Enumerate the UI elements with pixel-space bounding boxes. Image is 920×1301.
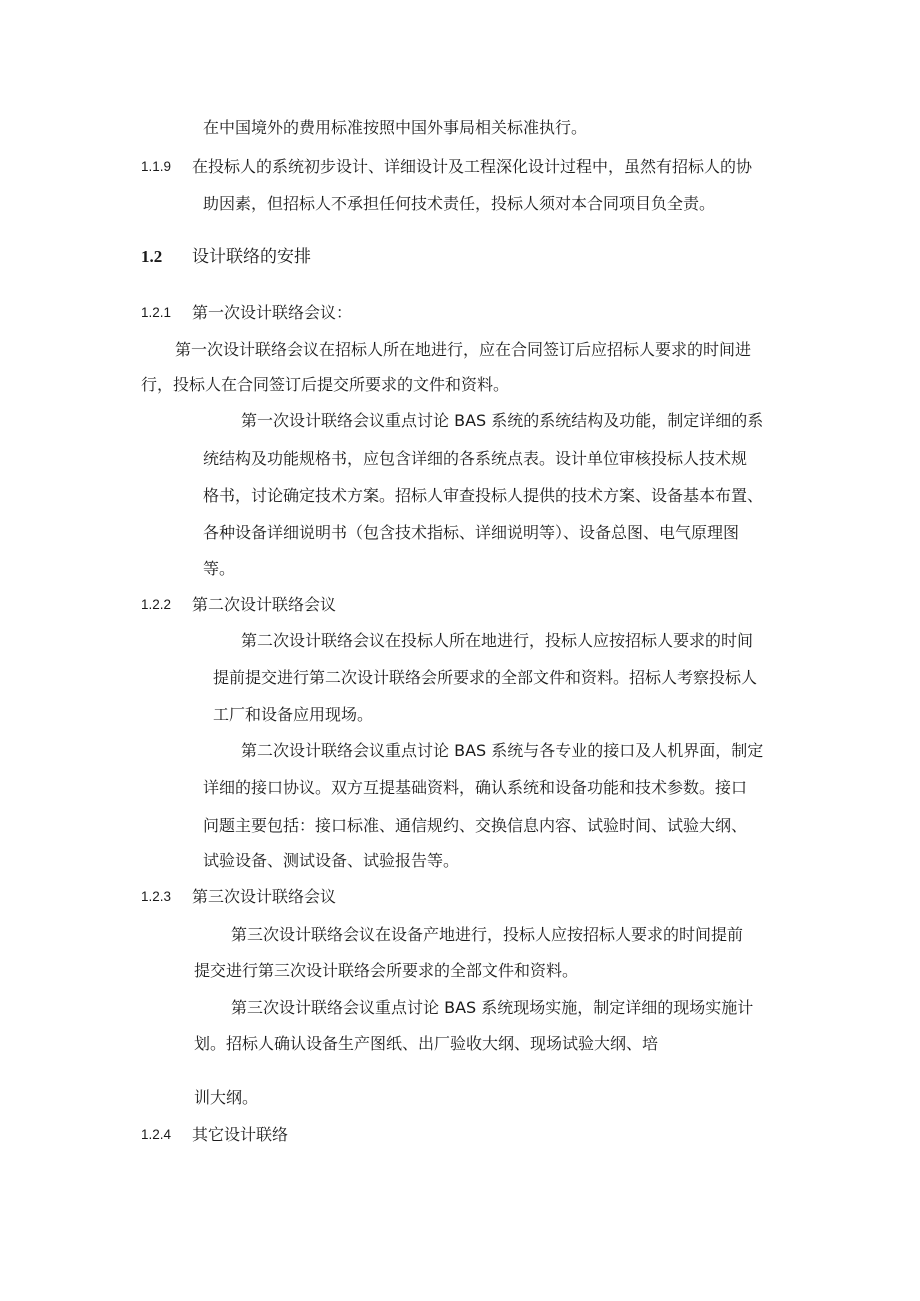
section-heading-1-2: 设计联络的安排 bbox=[192, 247, 311, 267]
text-line: 提交进行第三次设计联络会所要求的全部文件和资料。 bbox=[194, 961, 579, 980]
text-line: 问题主要包括：接口标准、通信规约、交换信息内容、试验时间、试验大纲、 bbox=[203, 816, 748, 835]
text-line: 详细的接口协议。双方互提基础资料，确认系统和设备功能和技术参数。接口 bbox=[203, 778, 748, 797]
text-line: 第二次设计联络会议重点讨论 BAS 系统与各专业的接口及人机界面，制定 bbox=[241, 741, 764, 760]
section-number-1-2: 1.2 bbox=[141, 247, 163, 266]
text-line: 划。招标人确认设备生产图纸、出厂验收大纲、现场试验大纲、培 bbox=[194, 1034, 659, 1053]
text-line: 各种设备详细说明书（包含技术指标、详细说明等）、设备总图、电气原理图 bbox=[203, 523, 740, 542]
text-line: 训大纲。 bbox=[194, 1088, 259, 1107]
text-line: 第三次设计联络会议在设备产地进行，投标人应按招标人要求的时间提前 bbox=[231, 925, 744, 944]
text-line: 第一次设计联络会议在招标人所在地进行，应在合同签订后应招标人要求的时间进 bbox=[175, 340, 752, 359]
text-line: 在中国境外的费用标准按照中国外事局相关标准执行。 bbox=[203, 118, 588, 137]
text-line: 工厂和设备应用现场。 bbox=[213, 705, 374, 724]
text-line: 统结构及功能规格书，应包含详细的各系统点表。设计单位审核投标人技术规 bbox=[203, 449, 748, 468]
text-line: 格书，讨论确定技术方案。招标人审查投标人提供的技术方案、设备基本布置、 bbox=[203, 486, 764, 505]
text-line: 试验设备、测试设备、试验报告等。 bbox=[203, 851, 460, 870]
text-line: 第一次设计联络会议重点讨论 BAS 系统的系统结构及功能，制定详细的系 bbox=[241, 411, 764, 430]
text-line: 提前提交进行第二次设计联络会所要求的全部文件和资料。招标人考察投标人 bbox=[213, 668, 758, 687]
text-line: 行，投标人在合同签订后提交所要求的文件和资料。 bbox=[141, 375, 510, 394]
text-line: 助因素，但招标人不承担任何技术责任，投标人须对本合同项目负全责。 bbox=[203, 194, 716, 213]
section-number-1-2-3: 1.2.3 bbox=[141, 889, 172, 904]
text-line: 第三次设计联络会议重点讨论 BAS 系统现场实施，制定详细的现场实施计 bbox=[231, 998, 754, 1017]
subsection-title: 其它设计联络 bbox=[192, 1125, 289, 1144]
text-line: 第二次设计联络会议在投标人所在地进行，投标人应按招标人要求的时间 bbox=[241, 631, 754, 650]
text-line: 在投标人的系统初步设计、详细设计及工程深化设计过程中，虽然有招标人的协 bbox=[192, 157, 753, 176]
subsection-title: 第一次设计联络会议： bbox=[192, 303, 353, 322]
section-number-1-2-2: 1.2.2 bbox=[141, 597, 172, 612]
section-number-1-1-9: 1.1.9 bbox=[141, 159, 172, 174]
subsection-title: 第三次设计联络会议 bbox=[192, 887, 337, 906]
text-line: 等。 bbox=[203, 559, 236, 578]
section-number-1-2-4: 1.2.4 bbox=[141, 1127, 172, 1142]
subsection-title: 第二次设计联络会议 bbox=[192, 595, 337, 614]
section-number-1-2-1: 1.2.1 bbox=[141, 305, 172, 320]
